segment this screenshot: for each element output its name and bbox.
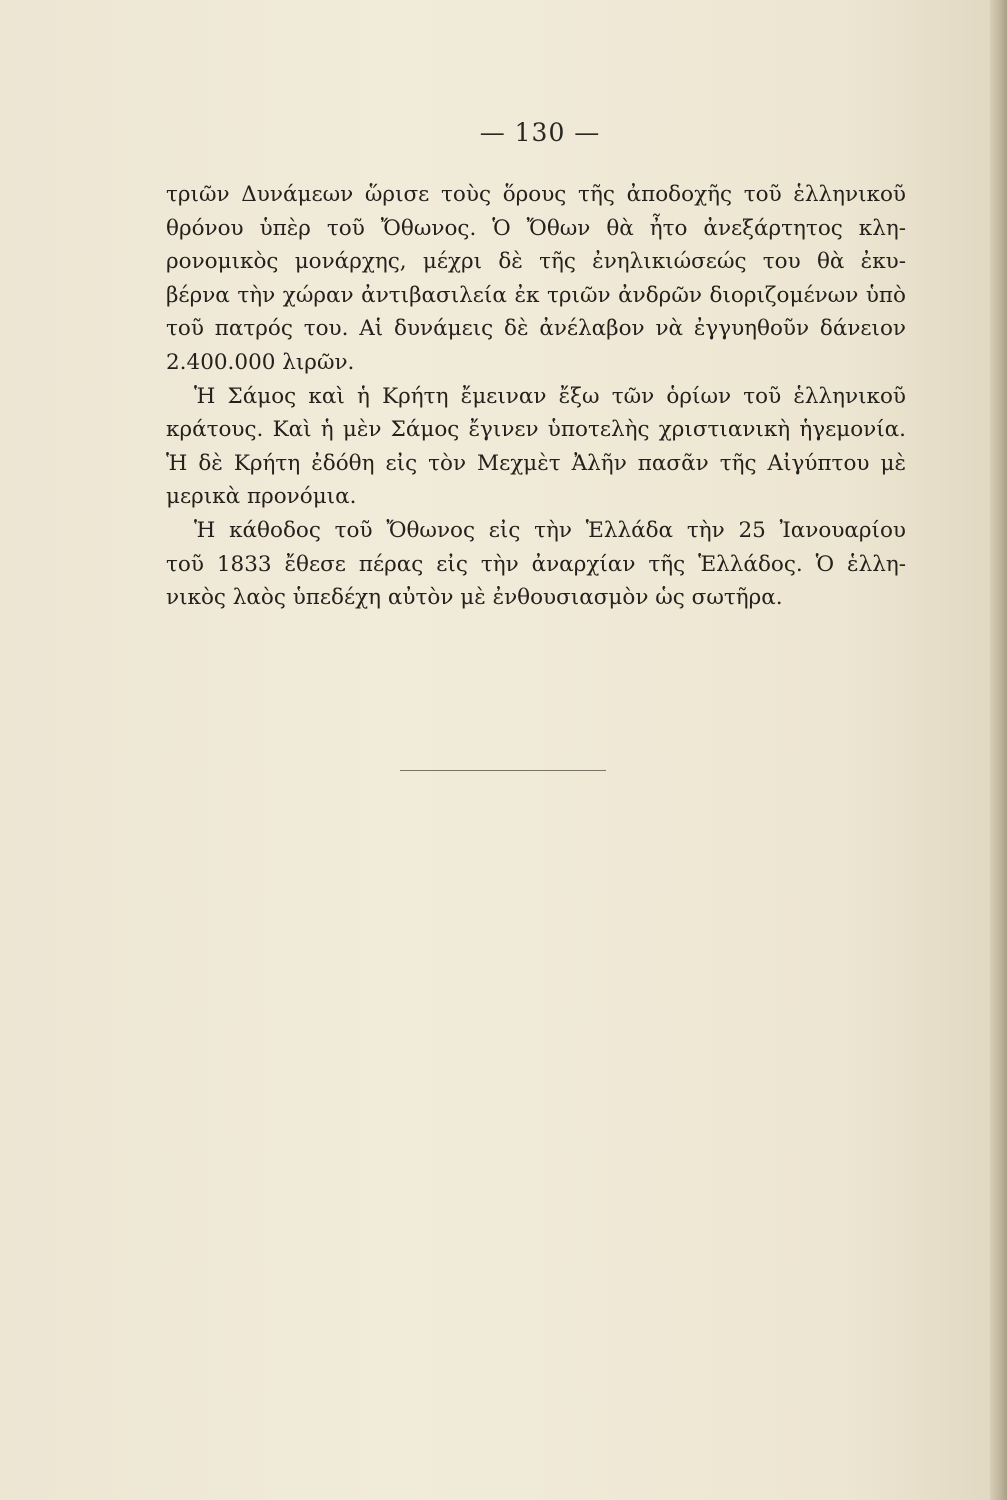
section-end-rule (400, 770, 606, 771)
text-line: τοῦ πατρός του. Αἱ δυνάμεις δὲ ἀνέλαβον νὰ ἐγγυηθοῦν δάνειον (166, 316, 906, 342)
body-text (166, 178, 906, 615)
text-line: νικὸς λαὸς ὑπεδέχη αὐτὸν μὲ ἐνθουσιασμὸν ὡς σωτῆρα. (166, 585, 783, 611)
text-line: 2.400.000 λιρῶν. (166, 349, 355, 375)
text-line: Ἡ Σάμος καὶ ἡ Κρήτη ἔμειναν ἔξω τῶν ὁρίων τοῦ ἑλληνικοῦ (194, 383, 906, 409)
page-number: — 130 — (479, 118, 601, 147)
text-line: Ἡ δὲ Κρήτη ἐδόθη εἰς τὸν Μεχμὲτ Ἀλῆν πασᾶν τῆς Αἰγύπτου μὲ (166, 450, 906, 476)
text-line: θρόνου ὑπὲρ τοῦ Ὄθωνος. Ὁ Ὄθων θὰ ἦτο ἀνεξάρτητος κλη- (166, 215, 906, 241)
page-edge (990, 0, 1007, 1500)
text-line: τοῦ 1833 ἔθεσε πέρας εἰς τὴν ἀναρχίαν τῆς Ἑλλάδος. Ὁ ἑλλη- (166, 551, 906, 577)
text-line: τριῶν Δυνάμεων ὥρισε τοὺς ὅρους τῆς ἀποδοχῆς τοῦ ἑλληνικοῦ (166, 182, 906, 207)
text-line: ρονομικὸς μονάρχης, μέχρι δὲ τῆς ἐνηλικιώσεώς του θὰ ἐκυ- (166, 249, 906, 275)
text-line: βέρνα τὴν χώραν ἀντιβασιλεία ἐκ τριῶν ἀνδρῶν διοριζομένων ὑπὸ (166, 282, 906, 308)
text-line: κράτους. Καὶ ἡ μὲν Σάμος ἔγινεν ὑποτελὴς χριστιανικὴ ἡγεμονία. (166, 417, 906, 443)
text-line: Ἡ κάθοδος τοῦ Ὄθωνος εἰς τὴν Ἑλλάδα τὴν 25 Ἰανουαρίου (194, 517, 906, 543)
text-line: μερικὰ προνόμια. (166, 484, 357, 510)
